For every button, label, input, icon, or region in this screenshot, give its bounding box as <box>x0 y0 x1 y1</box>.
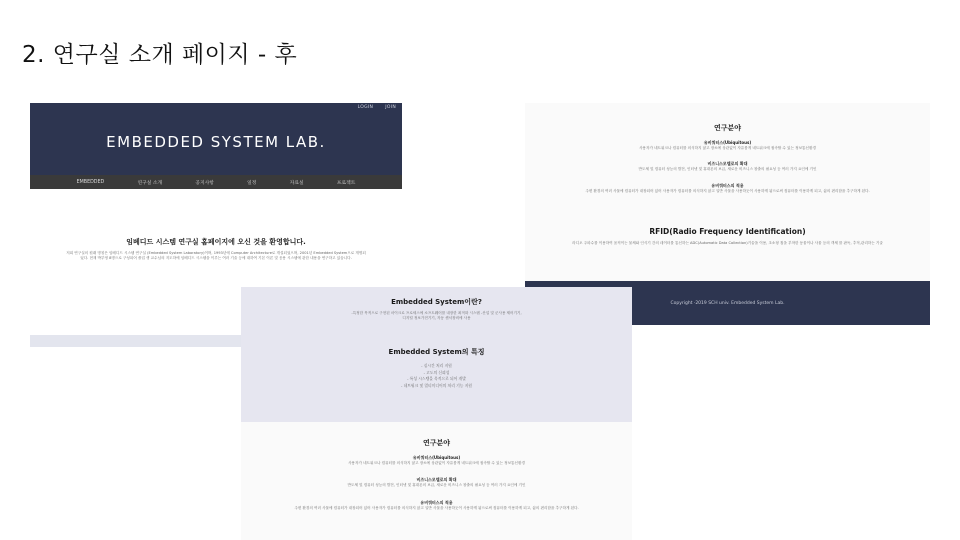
research-title: 연구분야 <box>422 439 451 447</box>
nav-item-embedded[interactable]: EMBEDDED <box>76 179 105 185</box>
lab-intro-text: 저희 연구실의 원래 명칭은 임베디드 시스템 연구실 (Embedded System Laboratory)이며, 1993년에 Computer Architecture로 개설되었으며, 2001년 Embedded System으로 개명되었다. 현재 박부영 8명으로 구성되어 졸업 생 교수님의 지도하에 임베디드 시스템을 이루는 여러 기술 등에 대하여 기본 이론 및 응용 시스템에 관한 내용을 연구하고 있습니다. <box>66 251 366 260</box>
research-item-text: 사용자가 네트워크나 컴퓨터를 의식하지 않고 장소에 상관없이 자유롭게 네트워크에 접속할 수 있는 정보통신환경 <box>348 461 525 465</box>
research-section <box>241 422 632 540</box>
research-item-heading: 유비쿼터스(Ubiquitous) <box>703 140 752 145</box>
join-link[interactable]: JOIN <box>385 105 396 110</box>
login-link[interactable]: LOGIN <box>357 105 374 110</box>
research-item-text: 주변 환경의 여러 사물에 컴퓨터가 내장되어 있어 사용자가 컴퓨터를 의식하지 않고 일반 사물을 사용하듯이 사용하게 됨으로써 컴퓨터를 이용하게 되고, 삶의 편리함을 추구하게 된다. <box>294 506 579 510</box>
research-item-text: 반도체 및 컴퓨터 성능의 발전, 인터넷 및 휴대폰의 보급, 새로운 비즈니스 창출의 필요성 등 여러 가지 요인에 기인 <box>347 483 526 487</box>
nav-item-about[interactable]: 연구실 소개 <box>137 180 163 186</box>
rfid-text: 라디오 주파수를 이용하여 움직이는 물체와 인식기 간의 데이터를 통신하는 ADC(Automatic Data Collection)기술을 이용, 초소형 칩을 부착한 동물이나 사물 등의 객체 를 판독, 추적,관리하는 기술 <box>572 241 883 245</box>
research-section <box>525 103 930 281</box>
embedded-definition-text: -특정한 목적으로 구현된 마이크로 프로세스에 소프트웨어를 내장한 최적화 시스템 -산업 및 군사용 제어기기, 디지털 정보가전기기, 자동 센서장비에 사용 <box>351 311 522 320</box>
feature-item: - 고도의 신뢰성 <box>423 369 450 375</box>
slide-title: 2. 연구실 소개 페이지 - 후 <box>22 42 298 68</box>
research-item-heading: 유비쿼터스의 적용 <box>420 500 453 505</box>
rfid-title: RFID(Radio Frequency Identification) <box>649 227 806 236</box>
nav-item-archive[interactable]: 자료실 <box>289 180 304 186</box>
research-title: 연구분야 <box>713 124 742 132</box>
feature-item: - 특성 시스템을 목적으로 되어 개발 <box>407 376 466 381</box>
research-item-heading: 유비쿼터스의 적용 <box>711 183 744 188</box>
copyright-text: Copyright ·2019 SCH univ. Embedded System Lab. <box>670 300 785 306</box>
research-item-heading: 비즈니스모델로의 확대 <box>707 161 748 166</box>
research-item-heading: 유비쿼터스(Ubiquitous) <box>412 455 461 460</box>
nav-item-project[interactable]: 프로젝트 <box>336 180 356 186</box>
research-item-text: 반도체 및 컴퓨터 성능의 발전, 인터넷 및 휴대폰의 보급, 새로운 비즈니스 창출의 필요성 등 여러 가지 요인에 기인 <box>638 167 817 171</box>
research-item-text: 사용자가 네트워크나 컴퓨터를 의식하지 않고 장소에 상관없이 자유롭게 네트워크에 접속할 수 있는 정보통신환경 <box>639 146 816 150</box>
feature-item: - 실시간 처리 지원 <box>421 363 452 368</box>
site-header <box>30 103 402 175</box>
nav-item-notice[interactable]: 공지사항 <box>195 180 214 186</box>
site-logo[interactable]: EMBEDDED SYSTEM LAB. <box>106 133 326 151</box>
main-nav <box>30 175 402 189</box>
feature-item: - 네트워크 및 멀티미디어의 처리 기능 지원 <box>401 382 472 388</box>
auth-links <box>358 105 396 110</box>
welcome-heading: 임베디드 시스템 연구실 홈페이지에 오신 것을 환영합니다. <box>126 238 306 246</box>
embedded-definition-title: Embedded System이란? <box>391 298 482 306</box>
about-section <box>241 287 632 422</box>
about-page-screenshot <box>241 287 632 540</box>
research-item-heading: 비즈니스모델로의 확대 <box>416 477 457 482</box>
research-item-text: 주변 환경의 여러 사물에 컴퓨터가 내장되어 있어 사용자가 컴퓨터를 의식하지 않고 일반 사물을 사용하듯이 사용하게 됨으로써 컴퓨터를 이용하게 되고, 삶의 편리함을 추구하게 된다. <box>585 189 870 193</box>
nav-item-schedule[interactable]: 일정 <box>247 180 257 186</box>
embedded-features-title: Embedded System의 특징 <box>388 348 485 356</box>
